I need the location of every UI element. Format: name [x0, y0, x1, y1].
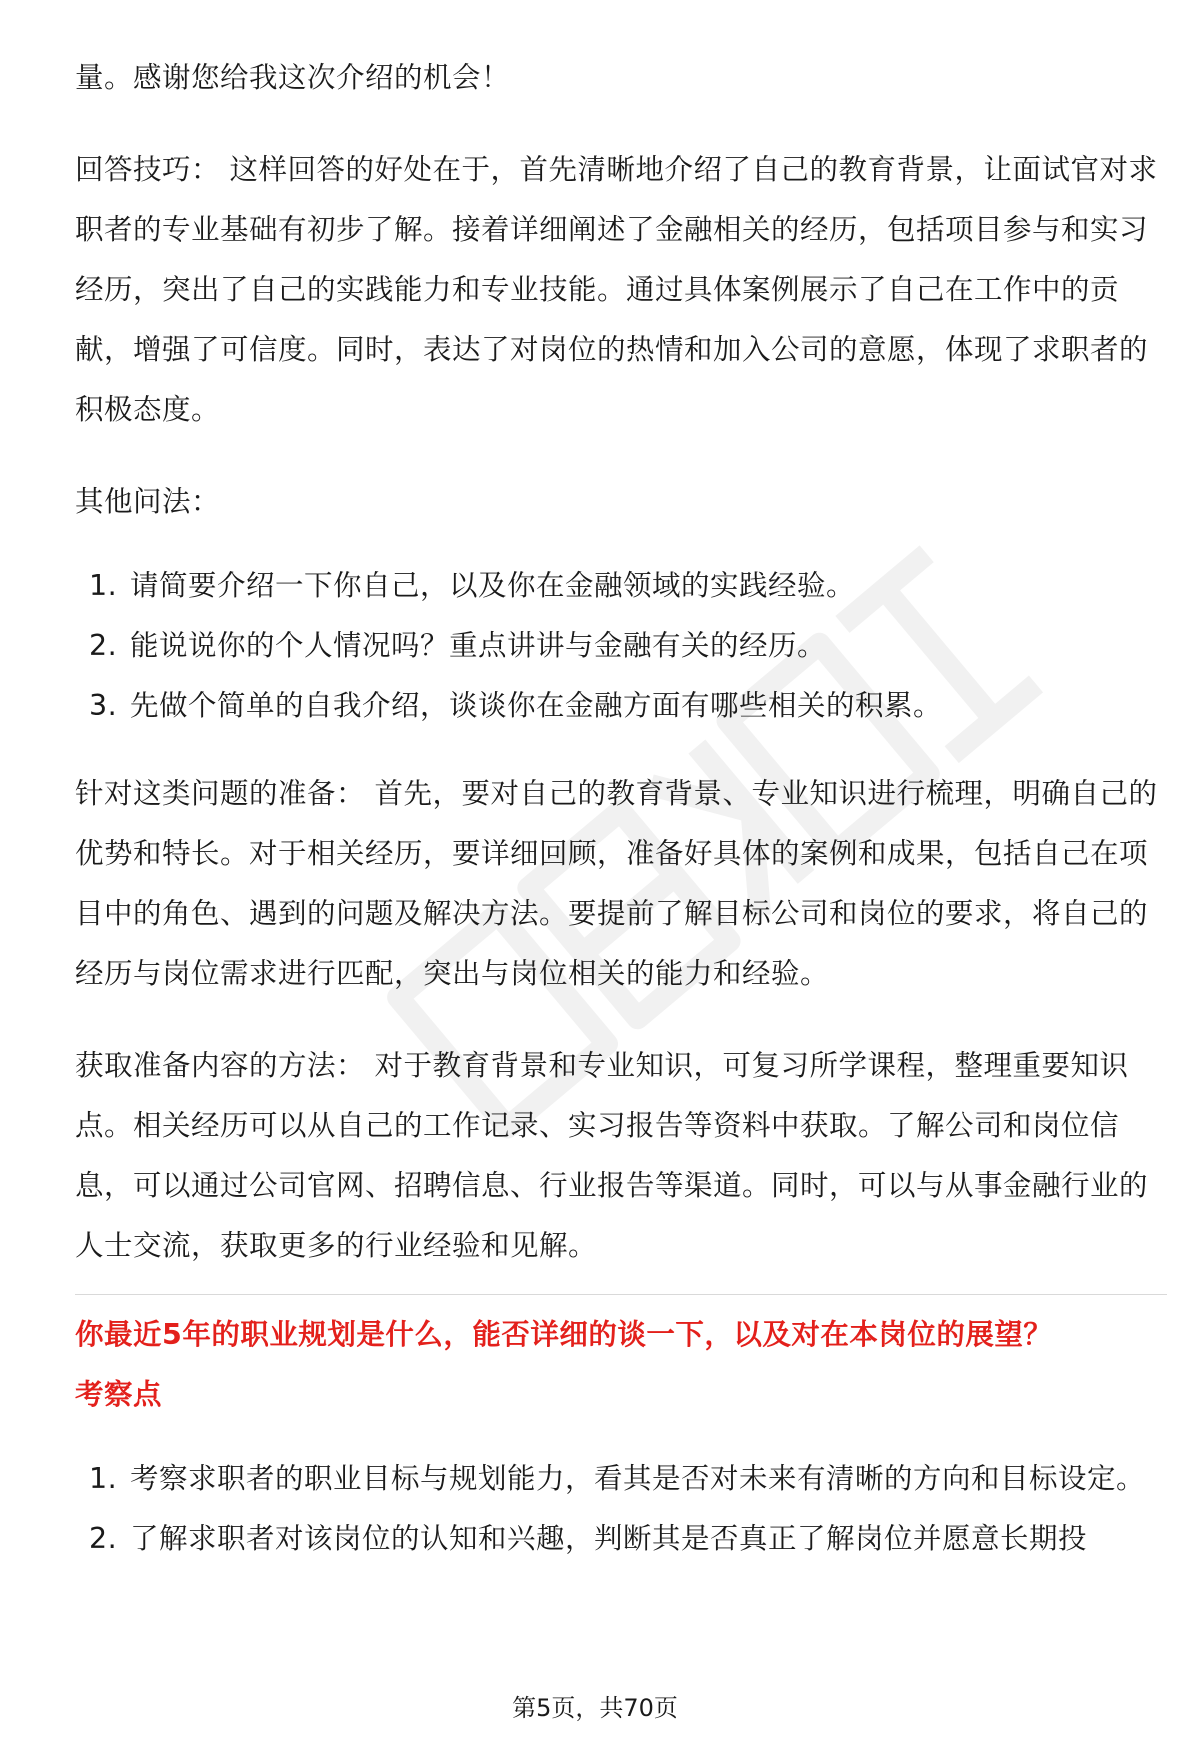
method-paragraph: 获取准备内容的方法： 对于教育背景和专业知识，可复习所学课程，整理重要知识点。相关经历可以从自己的工作记录、实习报告等资料中获取。了解公司和岗位信息，可以通过公司官网、招聘信息、行业报告等渠道。同时，可以与从事金融行业的人士交流，获取更多的行业经验和见解。: [75, 1049, 1149, 1262]
list-item-text: 请简要介绍一下你自己，以及你在金融领域的实践经验。: [130, 569, 856, 602]
list-number: 3.: [89, 689, 118, 722]
list-item-text: 先做个简单的自我介绍，谈谈你在金融方面有哪些相关的积累。: [130, 689, 943, 722]
other-questions-list: [75, 556, 1167, 736]
list-item: [75, 676, 1167, 736]
list-item: [75, 1449, 1167, 1509]
list-item-text: 考察求职者的职业目标与规划能力，看其是否对未来有清晰的方向和目标设定。: [130, 1462, 1146, 1495]
list-item: [75, 1509, 1167, 1569]
list-item: [75, 616, 1167, 676]
answer-tips-paragraph: 回答技巧： 这样回答的好处在于，首先清晰地介绍了自己的教育背景，让面试官对求职者的专业基础有初步了解。接着详细阐述了金融相关的经历，包括项目参与和实习经历，突出了自己的实践能力和专业技能。通过具体案例展示了自己在工作中的贡献，增强了可信度。同时，表达了对岗位的热情和加入公司的意愿，体现了求职者的积极态度。: [75, 153, 1158, 426]
list-number: 1.: [89, 569, 118, 602]
list-item: [75, 556, 1167, 616]
assessment-points-list: [75, 1449, 1167, 1569]
list-number: 2.: [89, 1522, 118, 1555]
document-body: [75, 48, 1167, 1597]
other-questions-label: 其他问法：: [75, 485, 221, 518]
intro-closing-text: 量。感谢您给我这次介绍的机会！: [75, 61, 511, 94]
list-item-text: 能说说你的个人情况吗？重点讲讲与金融有关的经历。: [130, 629, 827, 662]
list-number: 1.: [89, 1462, 118, 1495]
page-number-footer: 第5页，共70页: [512, 1694, 678, 1722]
list-item-text: 了解求职者对该岗位的认知和兴趣，判断其是否真正了解岗位并愿意长期投: [130, 1522, 1088, 1555]
section-divider: [75, 1294, 1167, 1295]
list-number: 2.: [89, 629, 118, 662]
question-title: 你最近5年的职业规划是什么，能否详细的谈一下，以及对在本岗位的展望？: [75, 1318, 1053, 1351]
preparation-paragraph: 针对这类问题的准备： 首先，要对自己的教育背景、专业知识进行梳理，明确自己的优势和特长。对于相关经历，要详细回顾，准备好具体的案例和成果，包括自己在项目中的角色、遇到的问题及解决方法。要提前了解目标公司和岗位的要求，将自己的经历与岗位需求进行匹配，突出与岗位相关的能力和经验。: [75, 777, 1158, 990]
assessment-points-heading: 考察点: [75, 1378, 163, 1411]
